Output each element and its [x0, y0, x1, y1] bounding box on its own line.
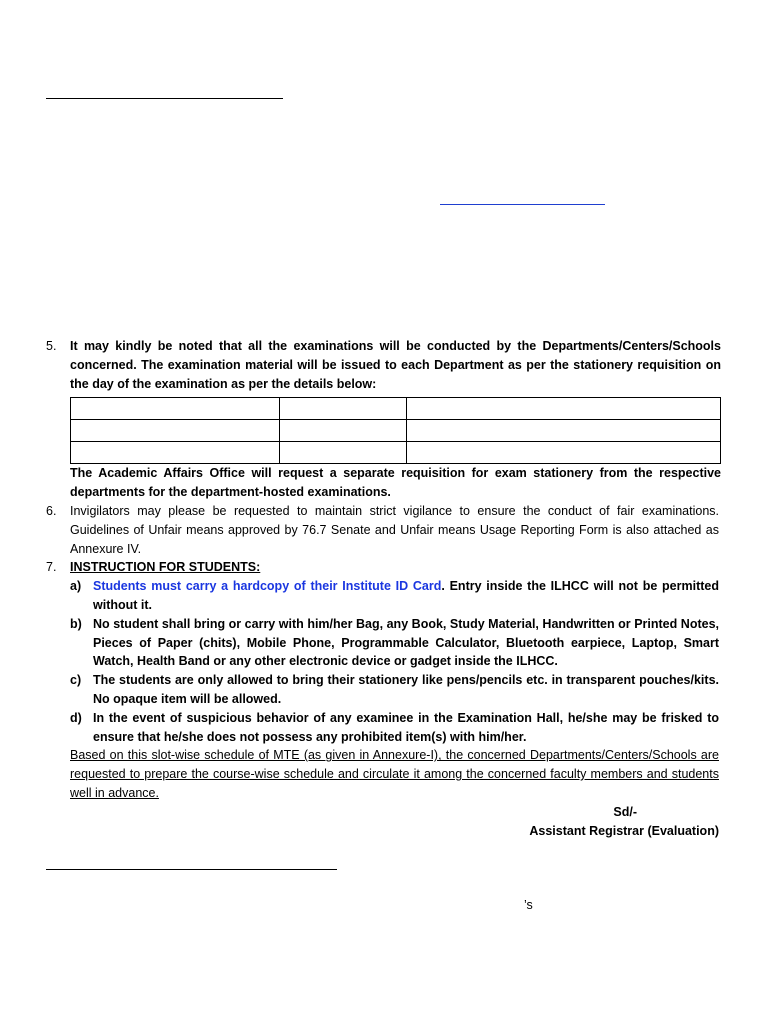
sub-label: c): [70, 673, 82, 688]
sub-text: The students are only allowed to bring their stationery like pens/pencils etc. in transparent pouches/kits. No opaque item will be allowed.: [93, 673, 719, 706]
table-row: [71, 420, 721, 442]
list-item-7: [46, 558, 719, 577]
sub-label: d): [70, 710, 82, 725]
instruction-a: [70, 577, 719, 615]
table-cell: [407, 398, 721, 420]
instructions-heading: INSTRUCTION FOR STUDENTS:: [70, 560, 261, 575]
table-cell: [71, 420, 280, 442]
item-content: [70, 337, 721, 502]
stationery-requisition-table: [70, 397, 721, 464]
item-number: 5.: [46, 339, 57, 353]
sub-label: b): [70, 616, 82, 631]
table-cell: [280, 442, 407, 464]
list-item-6: [46, 502, 719, 558]
footer-rule: [46, 869, 337, 870]
item-5-text: It may kindly be noted that all the examinations will be conducted by the Departments/Centers/Schools concerned. The examination material will be issued to each Department as per the stationery requisition on the day of the examination as per the details below:: [70, 339, 721, 391]
table-cell: [280, 420, 407, 442]
item-6-text: Invigilators may please be requested to maintain strict vigilance to ensure the conduct of fair examinations. Guidelines of Unfair means approved by 76.7 Senate and Unfair means Usage Reporting Form is also attached as Annexure IV.: [70, 503, 719, 556]
sub-label: a): [70, 579, 82, 594]
sub-text-rest: . Entry inside the ILHCC will not be permitted without it.: [93, 579, 719, 612]
instruction-d: [70, 709, 719, 747]
id-card-highlight: Students must carry a hardcopy of their Institute ID Card: [93, 579, 442, 594]
instruction-b: [70, 615, 719, 671]
header-rule: [46, 98, 283, 99]
table-cell: [407, 420, 721, 442]
document-body: [46, 337, 719, 840]
footer-fragment: ’s: [524, 898, 533, 912]
item-number: 7.: [46, 560, 57, 575]
table-cell: [71, 442, 280, 464]
sub-text: No student shall bring or carry with him/her Bag, any Book, Study Material, Handwritten or Printed Notes, Pieces of Paper (chits), Mobile Phone, Programmable Calculator, Bluetooth earpiece, Laptop, Smart Watch, Health Band or any other electronic device or gadget inside the ILHCC.: [93, 616, 719, 669]
table-cell: [71, 398, 280, 420]
table-row: [71, 398, 721, 420]
item-5-note: The Academic Affairs Office will request a separate requisition for exam stationery from the respective departments for the department-hosted examinations.: [70, 466, 721, 500]
table-row: [71, 442, 721, 464]
closing-paragraph: Based on this slot-wise schedule of MTE (as given in Annexure-I), the concerned Departments/Centers/Schools are requested to prepare the course-wise schedule and circulate it among the concerned faculty members and students well in advance.: [70, 748, 719, 800]
list-item-5: [46, 337, 719, 502]
signature-sd: Sd/-: [613, 804, 637, 819]
item-number: 6.: [46, 503, 57, 518]
sub-text: In the event of suspicious behavior of any examinee in the Examination Hall, he/she may be frisked to ensure that he/she does not possess any prohibited item(s) with him/her.: [93, 710, 719, 744]
table-cell: [407, 442, 721, 464]
sub-text: [93, 577, 719, 615]
hyperlink-underline[interactable]: [440, 204, 605, 205]
instruction-c: [70, 671, 719, 709]
table-cell: [280, 398, 407, 420]
signature-title: Assistant Registrar (Evaluation): [529, 823, 719, 838]
